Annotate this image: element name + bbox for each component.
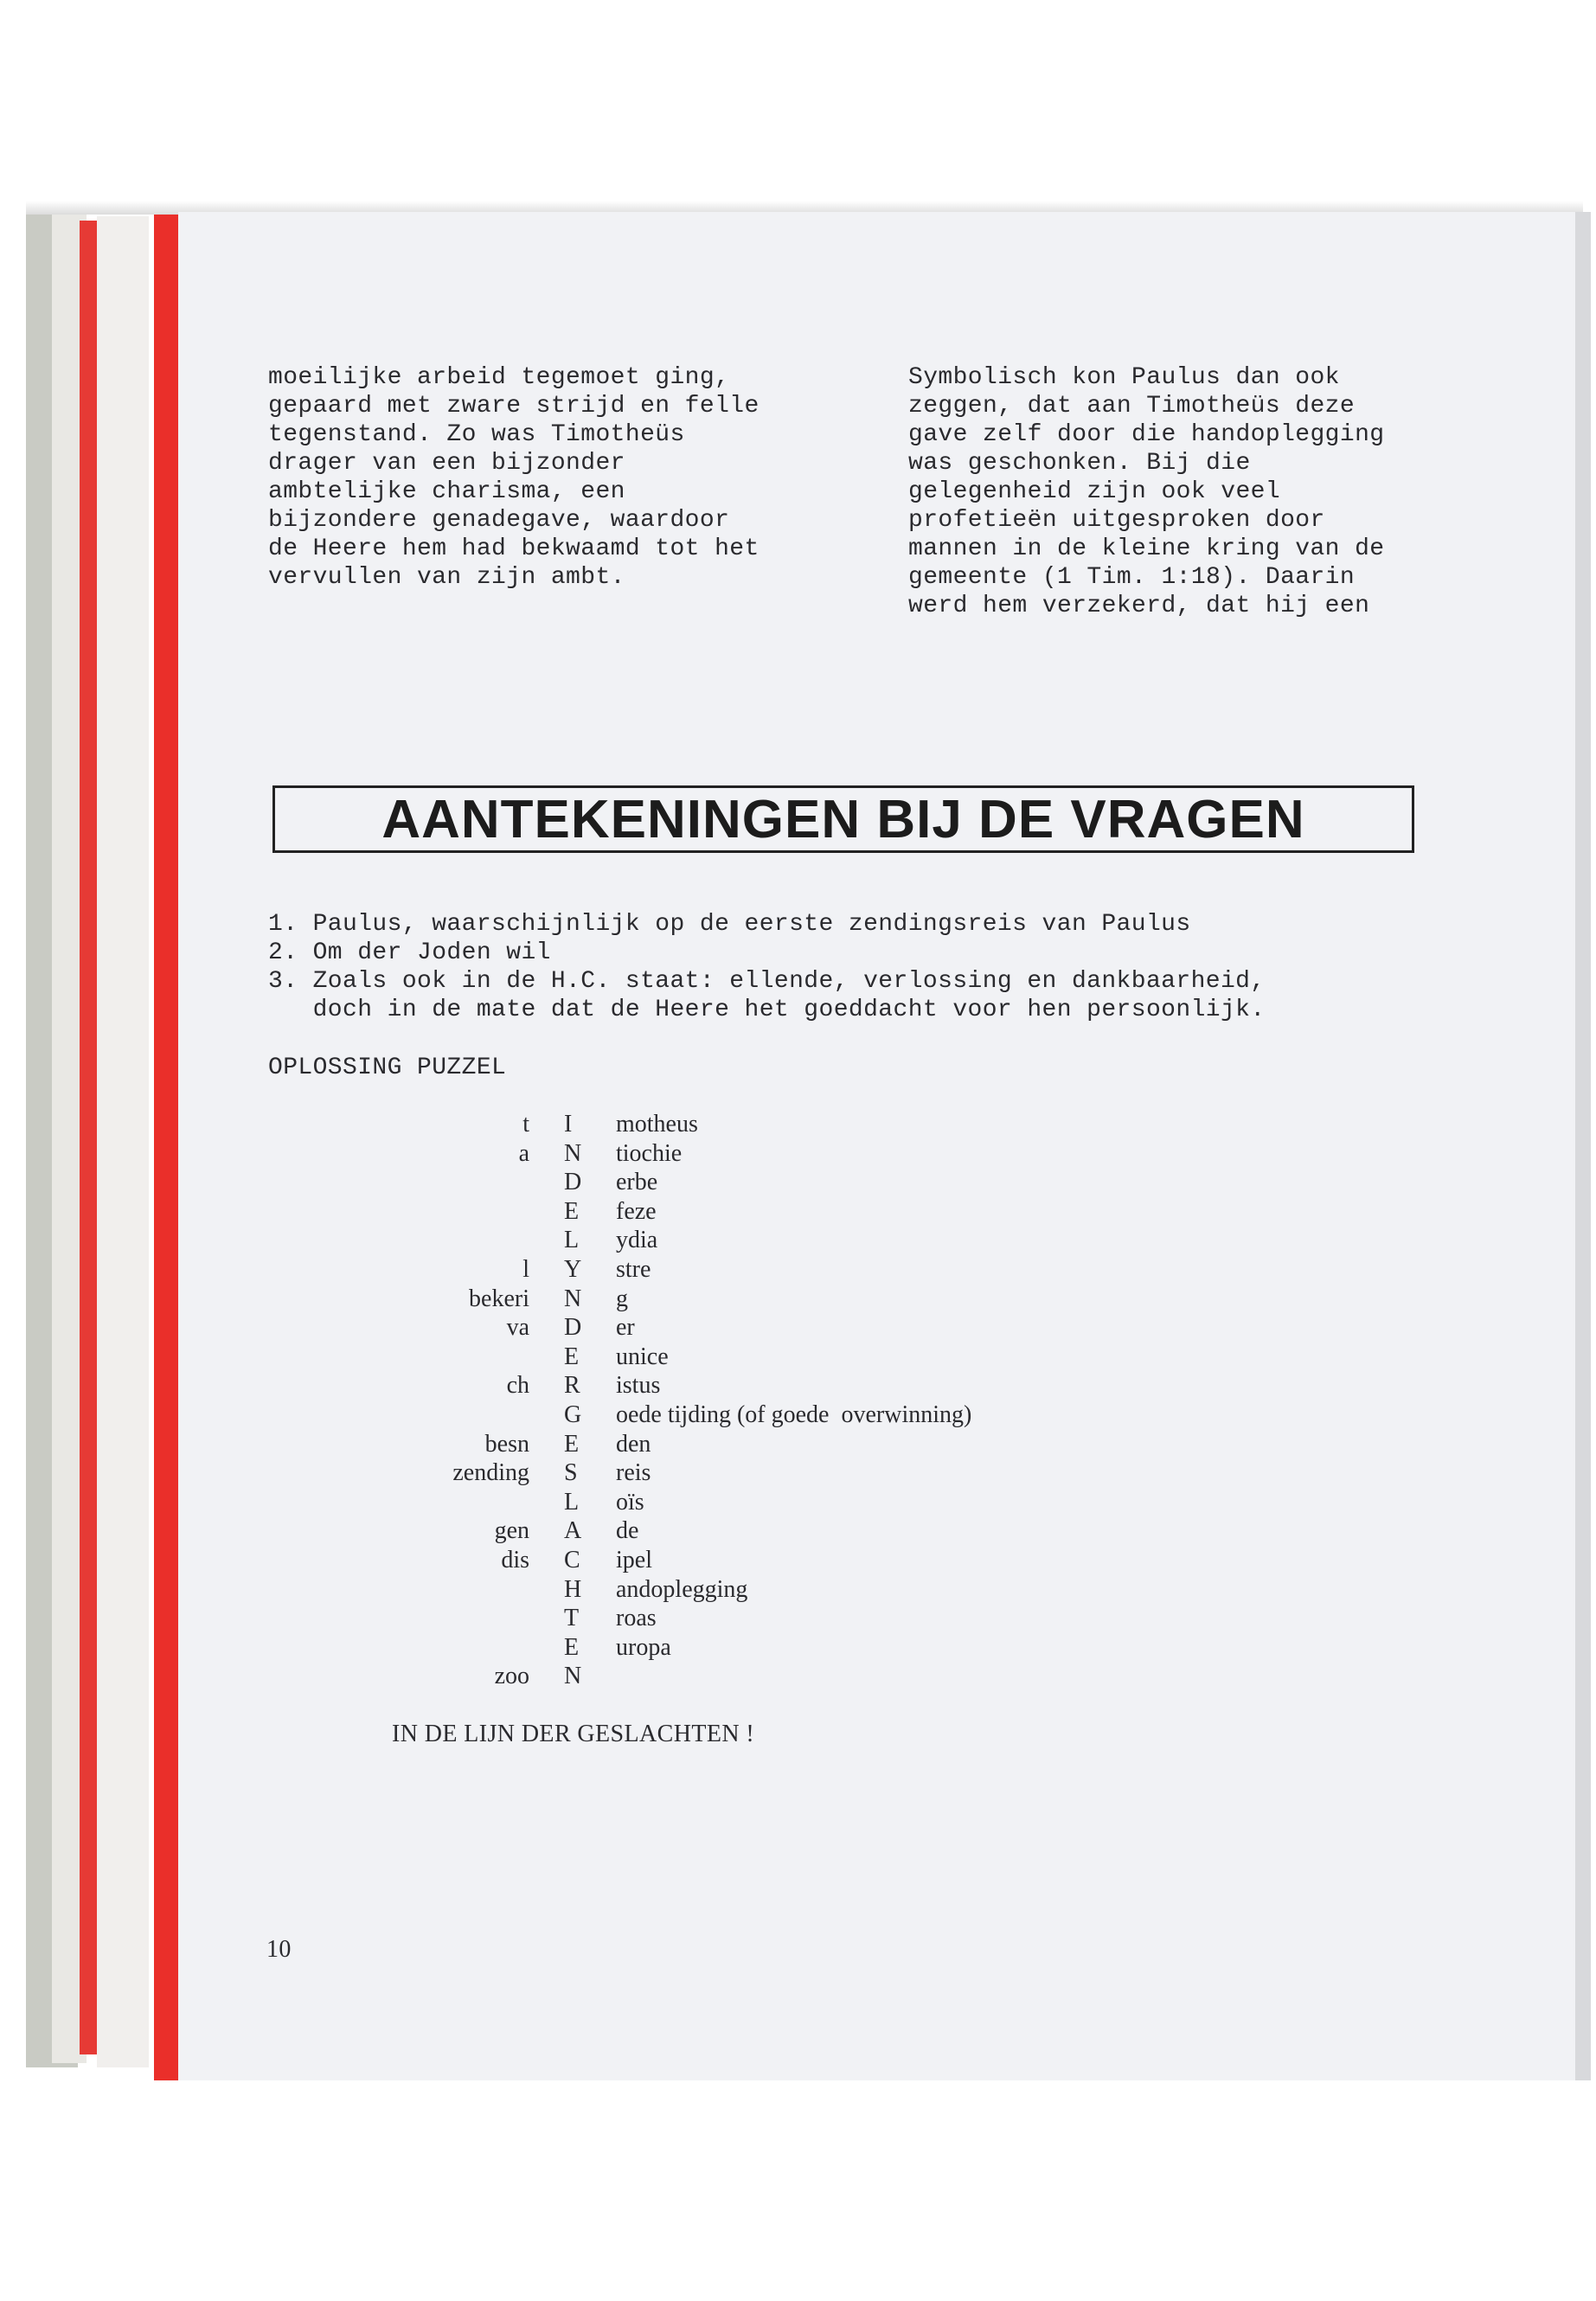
puzzle-suffix: den	[616, 1430, 651, 1458]
puzzle-prefix: l	[522, 1255, 529, 1283]
puzzle-prefix: gen	[494, 1517, 529, 1545]
section-heading-box	[272, 785, 1414, 853]
right_column-line: mannen in de kleine kring van de	[908, 535, 1385, 562]
puzzle-key-letter: L	[564, 1227, 580, 1254]
puzzle-suffix: ydia	[616, 1227, 658, 1254]
puzzle-suffix: stre	[616, 1255, 651, 1283]
puzzle-suffix: istus	[616, 1372, 661, 1400]
answers-line: 2. Om der Joden wil	[268, 939, 551, 966]
red-page-edge-front	[154, 212, 178, 2080]
left_column-line: de Heere hem had bekwaamd tot het	[268, 535, 760, 562]
puzzle-suffix: g	[616, 1285, 628, 1312]
puzzle-prefix: ch	[506, 1372, 529, 1400]
left_column-line: gepaard met zware strijd en felle	[268, 393, 760, 420]
left_column-line: moeilijke arbeid tegemoet ging,	[268, 364, 730, 391]
puzzle-key-letter: D	[564, 1169, 582, 1196]
puzzle-prefix: t	[522, 1111, 529, 1138]
puzzle-key-letter: N	[564, 1139, 582, 1167]
puzzle-solution: IN DE LIJN DER GESLACHTEN !	[392, 1721, 755, 1747]
right_column-line: gave zelf door die handoplegging	[908, 421, 1385, 448]
puzzle-suffix: oïs	[616, 1488, 644, 1516]
puzzle-key-letter: E	[564, 1197, 580, 1225]
left_column-line: bijzondere genadegave, waardoor	[268, 507, 730, 534]
puzzle-prefix: bekeri	[469, 1285, 529, 1312]
puzzle-prefix: a	[518, 1139, 529, 1167]
puzzle-key-letter: I	[564, 1111, 573, 1138]
left_column-line: drager van een bijzonder	[268, 450, 625, 477]
puzzle-prefix: besn	[484, 1430, 529, 1458]
puzzle-key-letter: E	[564, 1343, 580, 1370]
puzzle-key-letter: N	[564, 1663, 582, 1690]
page-stack-edge-inner	[97, 216, 149, 2067]
puzzle-prefix: va	[506, 1314, 529, 1342]
book-spine-edge	[1575, 212, 1591, 2080]
left_column-line: vervullen van zijn ambt.	[268, 564, 625, 591]
puzzle-suffix: reis	[616, 1459, 651, 1487]
puzzle-suffix: erbe	[616, 1169, 658, 1196]
puzzle-title: OPLOSSING PUZZEL	[268, 1054, 507, 1081]
puzzle-key-letter: R	[564, 1372, 580, 1400]
answers-line: doch in de mate dat de Heere het goeddacht voor hen persoonlijk.	[268, 997, 1266, 1023]
puzzle-key-letter: G	[564, 1400, 582, 1428]
puzzle-key-letter: Y	[564, 1255, 582, 1283]
puzzle-suffix: ipel	[616, 1546, 652, 1574]
puzzle-suffix: uropa	[616, 1633, 671, 1661]
section-heading: AANTEKENINGEN BIJ DE VRAGEN	[381, 790, 1305, 849]
answers-line: 3. Zoals ook in de H.C. staat: ellende, verlossing en dankbaarheid,	[268, 968, 1266, 995]
right_column-line: zeggen, dat aan Timotheüs deze	[908, 393, 1356, 420]
puzzle-key-letter: A	[564, 1517, 582, 1545]
left_column-line: tegenstand. Zo was Timotheüs	[268, 421, 685, 448]
right_column-line: Symbolisch kon Paulus dan ook	[908, 364, 1340, 391]
puzzle-key-letter: D	[564, 1314, 582, 1342]
puzzle-key-letter: E	[564, 1430, 580, 1458]
puzzle-key-letter: C	[564, 1546, 580, 1574]
puzzle-suffix: oede tijding (of goede overwinning)	[616, 1400, 972, 1428]
puzzle-suffix: tiochie	[616, 1139, 683, 1167]
right_column-line: gemeente (1 Tim. 1:18). Daarin	[908, 564, 1356, 591]
puzzle-key-letter: T	[564, 1605, 580, 1632]
puzzle-key-letter: H	[564, 1575, 582, 1603]
puzzle-suffix: andoplegging	[616, 1575, 748, 1603]
puzzle-prefix: dis	[501, 1546, 529, 1574]
puzzle-key-letter: E	[564, 1633, 580, 1661]
puzzle-suffix: roas	[616, 1605, 657, 1632]
puzzle-key-letter: S	[564, 1459, 578, 1487]
answers-line: 1. Paulus, waarschijnlijk op de eerste zendingsreis van Paulus	[268, 911, 1191, 938]
puzzle-suffix: er	[616, 1314, 635, 1342]
puzzle-suffix: unice	[616, 1343, 669, 1370]
red-page-edge	[80, 221, 97, 2054]
page-number: 10	[266, 1936, 292, 1963]
right_column-line: werd hem verzekerd, dat hij een	[908, 593, 1370, 619]
puzzle-suffix: feze	[616, 1197, 657, 1225]
puzzle-key-letter: N	[564, 1285, 582, 1312]
right_column-line: was geschonken. Bij die	[908, 450, 1251, 477]
right_column-line: gelegenheid zijn ook veel	[908, 478, 1281, 505]
puzzle-suffix: de	[616, 1517, 639, 1545]
puzzle-prefix: zending	[452, 1459, 529, 1487]
puzzle-key-letter: L	[564, 1488, 580, 1516]
right_column-line: profetieën uitgesproken door	[908, 507, 1325, 534]
left_column-line: ambtelijke charisma, een	[268, 478, 625, 505]
puzzle-prefix: zoo	[494, 1663, 529, 1690]
puzzle-suffix: motheus	[616, 1111, 698, 1138]
